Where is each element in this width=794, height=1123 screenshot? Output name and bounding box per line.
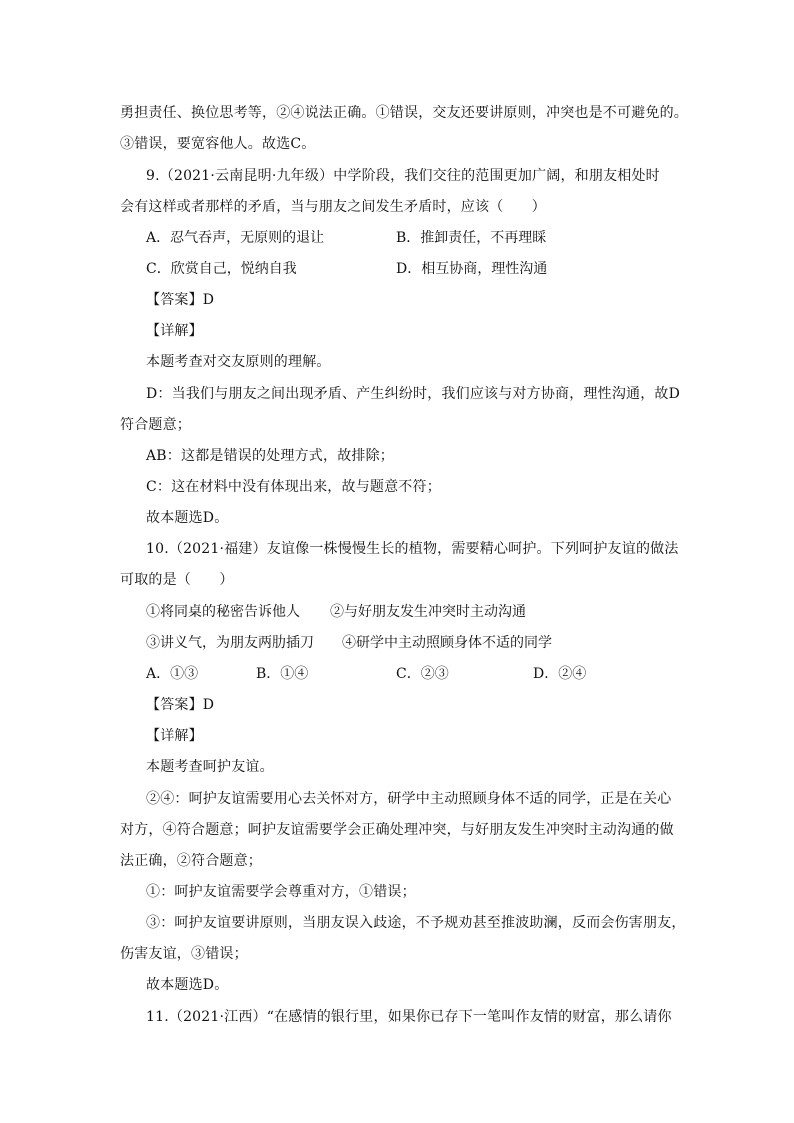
q10-explanation: 本题考查呵护友谊。	[146, 759, 274, 775]
q10-answer: 【答案】D	[146, 697, 215, 713]
question-10-stem: 10.（2021·福建）友谊像一株慢慢生长的植物，需要精心呵护。下列呵护友谊的做法	[146, 541, 679, 557]
q10-explanation: ③：呵护友谊要讲原则，当朋友误入歧途，不予规劝甚至推波助澜，反而会伤害朋友，	[146, 915, 686, 931]
q9-explanation: C：这在材料中没有体现出来，故与题意不符；	[146, 479, 441, 495]
question-9-stem: 9.（2021·云南昆明·九年级）中学阶段，我们交往的范围更加广阔，和朋友相处时	[146, 168, 660, 184]
q9-option-a: A．忍气吞声，无原则的退让	[146, 230, 325, 246]
q10-option-c: C．②③	[396, 666, 449, 682]
text-line: 勇担责任、换位思考等，②④说法正确。①错误，交友还要讲原则，冲突也是不可避免的。	[120, 105, 688, 121]
q10-explanation: ①：呵护友谊需要学会尊重对方，①错误；	[146, 884, 416, 900]
q9-option-b: B．推卸责任，不再理睬	[396, 230, 547, 246]
q10-explanation: 对方，④符合题意；呵护友谊需要学会正确处理冲突，与好朋友发生冲突时主动沟通的做	[120, 822, 674, 838]
q10-statement-1: ①将同桌的秘密告诉他人	[146, 604, 300, 620]
q9-option-c: C．欣赏自己，悦纳自我	[146, 261, 297, 277]
question-9-stem: 会有这样或者那样的矛盾，当与朋友之间发生矛盾时，应该（ ）	[120, 199, 546, 215]
q10-detail-heading: 【详解】	[146, 728, 203, 744]
q9-explanation: 故本题选D。	[146, 510, 229, 526]
q10-option-d: D．②④	[533, 666, 587, 682]
q10-statement-3: ③讲义气，为朋友两肋插刀	[146, 635, 314, 651]
q9-option-d: D．相互协商，理性沟通	[396, 261, 548, 277]
q10-explanation: 故本题选D。	[146, 977, 229, 993]
text-line: ③错误，要宽容他人。故选C。	[120, 136, 316, 152]
q10-explanation: ②④：呵护友谊需要用心去关怀对方，研学中主动照顾身体不适的同学，正是在关心	[146, 791, 672, 807]
q9-answer: 【答案】D	[146, 292, 215, 308]
q9-detail-heading: 【详解】	[146, 323, 203, 339]
question-11-stem: 11.（2021·江西）“在感情的银行里，如果你已存下一笔叫作友情的财富，那么请你	[146, 1009, 672, 1025]
q10-statement-4: ④研学中主动照顾身体不适的同学	[342, 635, 552, 651]
q9-explanation: 符合题意；	[120, 417, 191, 433]
q9-explanation: AB：这都是错误的处理方式，故排除；	[146, 448, 394, 464]
question-10-stem: 可取的是（ ）	[120, 572, 234, 588]
q9-explanation: D：当我们与朋友之间出现矛盾、产生纠纷时，我们应该与对方协商，理性沟通，故D	[146, 386, 681, 402]
q10-option-b: B．①④	[256, 666, 309, 682]
q10-option-a: A．①③	[146, 666, 199, 682]
q10-statement-2: ②与好朋友发生冲突时主动沟通	[330, 604, 526, 620]
q10-explanation: 伤害友谊，③错误；	[120, 946, 248, 962]
q10-explanation: 法正确，②符合题意；	[120, 853, 262, 869]
q9-explanation: 本题考查对交友原则的理解。	[146, 354, 331, 370]
